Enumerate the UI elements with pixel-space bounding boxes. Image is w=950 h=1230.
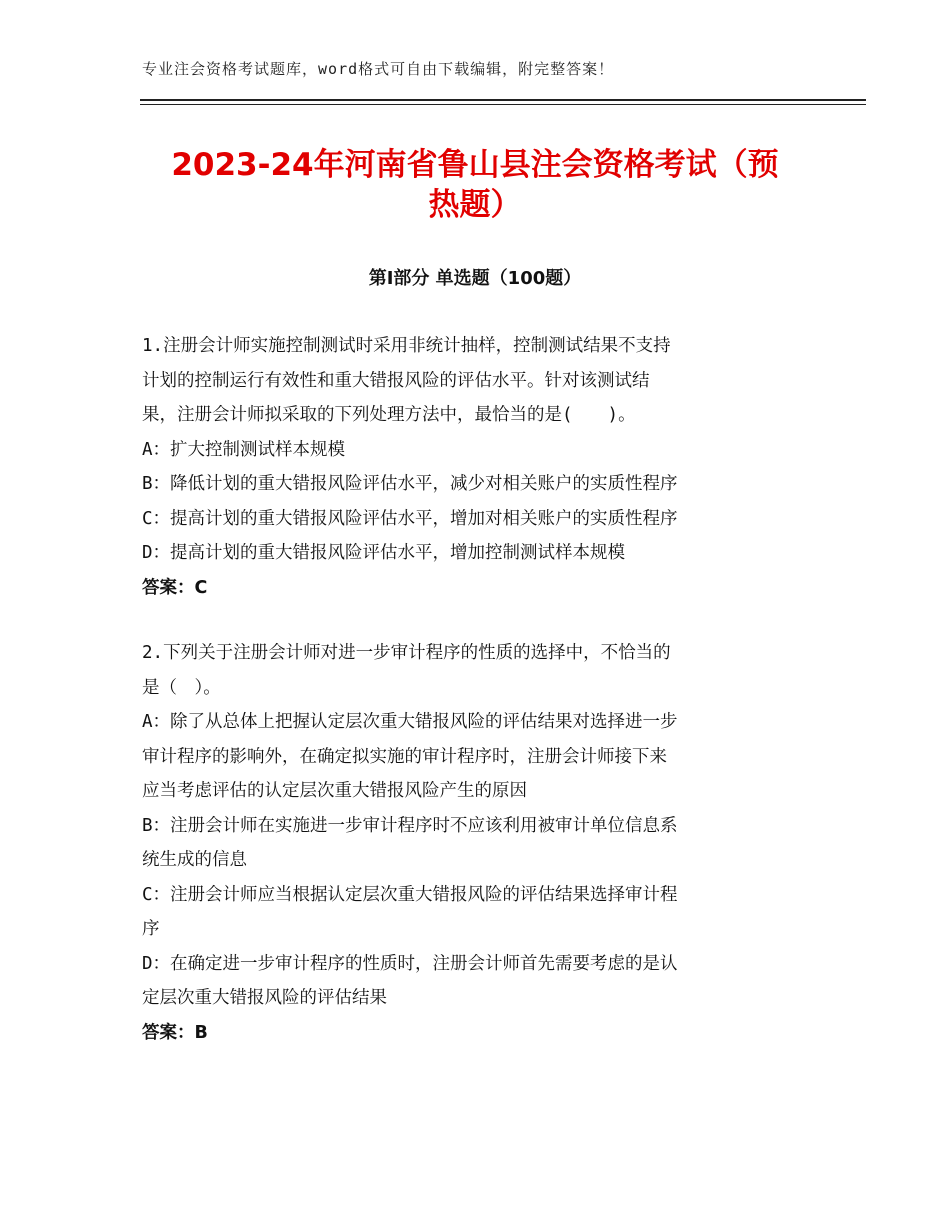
option-a: A：扩大控制测试样本规模 — [142, 439, 346, 460]
option-d: D：提高计划的重大错报风险评估水平，增加控制测试样本规模 — [142, 543, 626, 563]
header-rule-thin — [140, 104, 866, 105]
header-rule-thick — [140, 99, 866, 101]
question-text-line: 2.下列关于注册会计师对进一步审计程序的性质的选择中，不恰当的 — [142, 643, 671, 663]
question-text-line: 1.注册会计师实施控制测试时采用非统计抽样，控制测试结果不支持 — [142, 336, 671, 356]
option-d-continued: 定层次重大错报风险的评估结果 — [142, 988, 387, 1008]
section-heading: 第Ⅰ部分 单选题（100题） — [368, 268, 582, 289]
option-b-continued: 统生成的信息 — [142, 850, 247, 870]
option-a: A：除了从总体上把握认定层次重大错报风险的评估结果对选择进一步 — [142, 712, 678, 732]
answer: 答案：B — [142, 1022, 208, 1043]
option-c: C：提高计划的重大错报风险评估水平，增加对相关账户的实质性程序 — [142, 508, 678, 529]
question-2 — [142, 636, 807, 1050]
header-note: 专业注会资格考试题库，word格式可自由下载编辑，附完整答案！ — [142, 60, 615, 78]
question-text-line: 果，注册会计师拟采取的下列处理方法中，最恰当的是( )。 — [142, 405, 636, 425]
question-1 — [142, 329, 807, 605]
title-line-2: 热题） — [428, 187, 522, 223]
option-d: D：在确定进一步审计程序的性质时，注册会计师首先需要考虑的是认 — [142, 953, 678, 974]
question-text-line: 是（ ）。 — [142, 677, 221, 698]
title-line-1: 2023-24年河南省鲁山县注会资格考试（预 — [171, 147, 779, 183]
option-a-continued: 审计程序的影响外，在确定拟实施的审计程序时，注册会计师接下来 — [142, 746, 667, 767]
option-c-continued: 序 — [142, 919, 160, 939]
option-a-continued: 应当考虑评估的认定层次重大错报风险产生的原因 — [142, 781, 527, 801]
question-text-line: 计划的控制运行有效性和重大错报风险的评估水平。针对该测试结 — [142, 370, 650, 391]
option-b: B：降低计划的重大错报风险评估水平，减少对相关账户的实质性程序 — [142, 474, 678, 494]
option-b: B：注册会计师在实施进一步审计程序时不应该利用被审计单位信息系 — [142, 815, 678, 836]
answer: 答案：C — [142, 577, 208, 598]
option-c: C：注册会计师应当根据认定层次重大错报风险的评估结果选择审计程 — [142, 884, 678, 905]
document-title — [120, 145, 830, 225]
